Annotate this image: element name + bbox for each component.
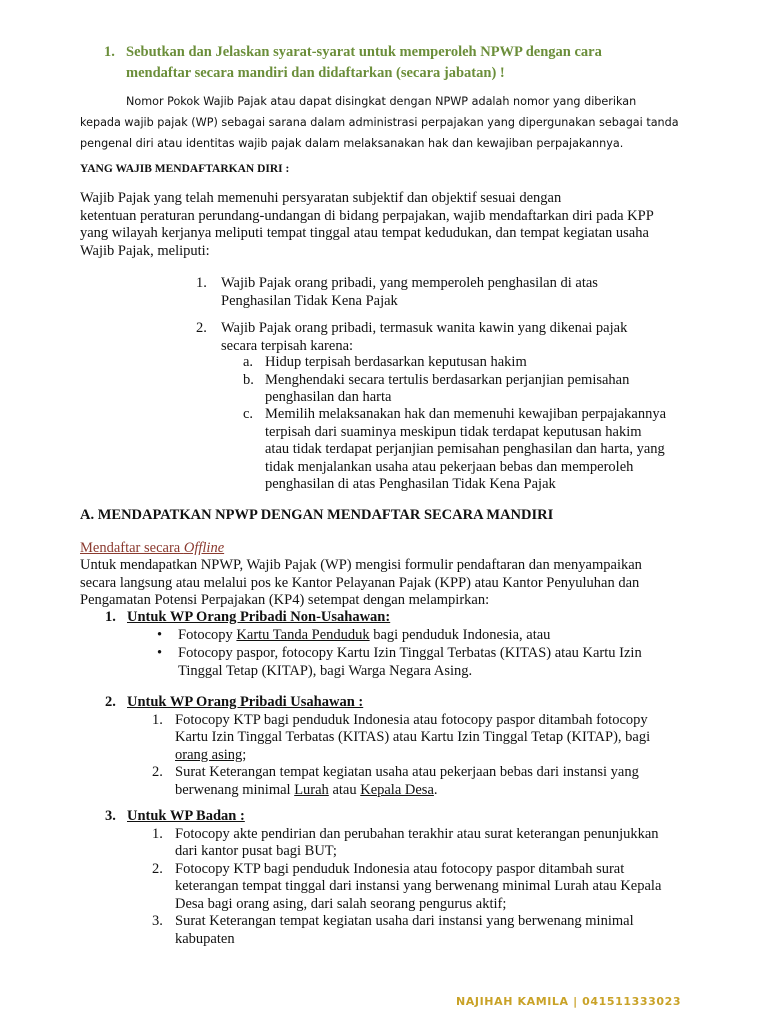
wp2-item-1-number: 1.	[152, 711, 163, 728]
wp3-title: Untuk WP Badan :	[127, 808, 245, 824]
wp3-item-2-line-3: Desa bagi orang asing, dari salah seorang pengurus aktif;	[175, 895, 507, 912]
wp2-item-1-line-2: Kartu Izin Tinggal Terbatas (KITAS) atau Kartu Izin Tinggal Tetap (KITAP), bagi	[175, 729, 651, 745]
intro-rest	[80, 112, 720, 154]
wp2-number: 2.	[105, 694, 116, 710]
intro-line-3: pengenal diri atau identitas wajib pajak dalam melaksanakan hak dan kewajiban perpajakannya.	[80, 137, 624, 150]
wp3-item-3-number: 3.	[152, 913, 163, 929]
section-a-heading: A. MENDAPATKAN NPWP DENGAN MENDAFTAR SECARA MANDIRI	[80, 507, 554, 523]
wp2-i2-post: .	[433, 781, 438, 798]
orang-asing-link[interactable]: orang asing	[175, 746, 243, 763]
wp2-i2-pre: berwenang minimal	[175, 781, 295, 798]
wp3-item-2-number: 2.	[152, 860, 163, 877]
intro-line-1: Nomor Pokok Wajib Pajak atau dapat disingkat dengan NPWP adalah nomor yang diberikan	[126, 95, 637, 108]
question-line-2: mendaftar secara mandiri dan didaftarkan (secara jabatan) !	[126, 65, 505, 81]
wajib-para-line-1: Wajib Pajak yang telah memenuhi persyaratan subjektif dan objektif sesuai dengan	[80, 190, 562, 206]
wp3-item-1-number: 1.	[152, 825, 163, 842]
list-number: 1.	[196, 275, 207, 291]
wp1-bullet-1	[178, 627, 550, 645]
wp2-title: Untuk WP Orang Pribadi Usahawan :	[127, 694, 364, 710]
sub-letter: b.	[243, 371, 254, 388]
offline-para-line-2: secara langsung atau melalui pos ke Kantor Pelayanan Pajak (KPP) atau Kantor Penyuluhan dan	[80, 574, 640, 591]
kepala-desa-link[interactable]: Kepala Desa	[360, 781, 434, 798]
wp1-bullet-2-line-1: Fotocopy paspor, fotocopy Kartu Izin Tinggal Terbatas (KITAS) atau Kartu Izin	[178, 645, 642, 661]
wajib-para-line-3: yang wilayah kerjanya meliputi tempat tinggal atau tempat kedudukan, dan tempat kegiatan usaha	[80, 225, 649, 241]
wajib-heading: YANG WAJIB MENDAFTARKAN DIRI :	[80, 163, 290, 175]
wp3-item-3-line-1: Surat Keterangan tempat kegiatan usaha dari instansi yang berwenang minimal	[175, 913, 634, 929]
wp1-title: Untuk WP Orang Pribadi Non-Usahawan:	[127, 609, 391, 625]
list-number: 2.	[196, 320, 207, 336]
question-number: 1.	[104, 44, 115, 60]
offline-para-line-1: Untuk mendapatkan NPWP, Wajib Pajak (WP) mengisi formulir pendaftaran dan menyampaikan	[80, 557, 642, 573]
wp2-item-2-line-1: Surat Keterangan tempat kegiatan usaha atau pekerjaan bebas dari instansi yang	[175, 764, 639, 780]
offline-heading	[80, 540, 224, 557]
list-text: Penghasilan Tidak Kena Pajak	[221, 292, 398, 309]
wajib-paragraph	[80, 190, 720, 260]
wp3-item-2-line-1: Fotocopy KTP bagi penduduk Indonesia atau fotocopy paspor ditambah surat	[175, 860, 625, 877]
sub-text: penghasilan dan harta	[265, 389, 392, 405]
list-text: secara terpisah karena:	[221, 337, 354, 354]
sub-text: Menghendaki secara tertulis berdasarkan perjanjian pemisahan	[265, 371, 630, 388]
wp3-item-1-line-2: dari kantor pusat bagi BUT;	[175, 843, 337, 859]
wp1-b1-post: bagi penduduk Indonesia, atau	[369, 627, 551, 643]
sub-text: Hidup terpisah berdasarkan keputusan hakim	[265, 354, 527, 370]
wp2-item-2-line-2	[175, 782, 438, 800]
wp1-number: 1.	[105, 609, 116, 625]
page-footer: NAJIHAH KAMILA | 041511333023	[456, 995, 682, 1008]
sub-text: atau tidak terdapat perjanjian pemisahan penghasilan dan harta, yang	[265, 441, 665, 457]
wp3-item-2-line-2: keterangan tempat tinggal dari instansi yang berwenang minimal Lurah atau Kepala	[175, 878, 662, 894]
semicolon: ;	[242, 746, 247, 763]
wp1-b1-pre: Fotocopy	[178, 627, 237, 643]
sub-text: penghasilan di atas Penghasilan Tidak Kena Pajak	[265, 476, 556, 492]
offline-italic: Offline	[183, 540, 225, 556]
wp3-item-3-line-2: kabupaten	[175, 930, 235, 947]
wp2-item-2-number: 2.	[152, 764, 163, 780]
wp3-number: 3.	[105, 808, 116, 824]
ktp-link[interactable]: Kartu Tanda Penduduk	[236, 627, 370, 643]
offline-para-line-3: Pengamatan Potensi Perpajakan (KP4) setempat dengan melampirkan:	[80, 592, 490, 608]
wp2-i2-mid: atau	[328, 781, 361, 798]
wajib-para-line-2: ketentuan peraturan perundang-undangan di bidang perpajakan, wajib mendaftarkan diri pada KPP	[80, 207, 654, 224]
bullet-icon: •	[157, 645, 163, 661]
offline-prefix: Mendaftar secara	[80, 540, 184, 556]
sub-text: tidak menjalankan usaha atau pekerjaan bebas dan memperoleh	[265, 458, 634, 475]
list-text: Wajib Pajak orang pribadi, yang memperoleh penghasilan di atas	[221, 275, 598, 291]
list-text: Wajib Pajak orang pribadi, termasuk wanita kawin yang dikenai pajak	[221, 320, 628, 336]
sub-letter: c.	[243, 406, 254, 422]
lurah-link[interactable]: Lurah	[294, 781, 329, 798]
sub-text: Memilih melaksanakan hak dan memenuhi kewajiban perpajakannya	[265, 406, 667, 422]
wp3-item-1-line-1: Fotocopy akte pendirian dan perubahan terakhir atau surat keterangan penunjukkan	[175, 825, 659, 842]
wajib-para-line-4: Wajib Pajak, meliputi:	[80, 242, 210, 259]
intro-line-2: kepada wajib pajak (WP) sebagai sarana dalam administrasi perpajakan yang dipergunakan sebagai tanda	[80, 116, 679, 129]
wp2-item-1-line-1: Fotocopy KTP bagi penduduk Indonesia atau fotocopy paspor ditambah fotocopy	[175, 711, 648, 728]
sub-letter: a.	[243, 354, 254, 370]
bullet-icon: •	[157, 627, 163, 643]
question-line-1: Sebutkan dan Jelaskan syarat-syarat untuk memperoleh NPWP dengan cara	[126, 44, 602, 60]
wp1-bullet-2-line-2: Tinggal Tetap (KITAP), bagi Warga Negara Asing.	[178, 662, 473, 679]
wp2-item-1-line-3	[175, 747, 246, 765]
sub-text: terpisah dari suaminya meskipun tidak terdapat keputusan hakim	[265, 423, 642, 440]
